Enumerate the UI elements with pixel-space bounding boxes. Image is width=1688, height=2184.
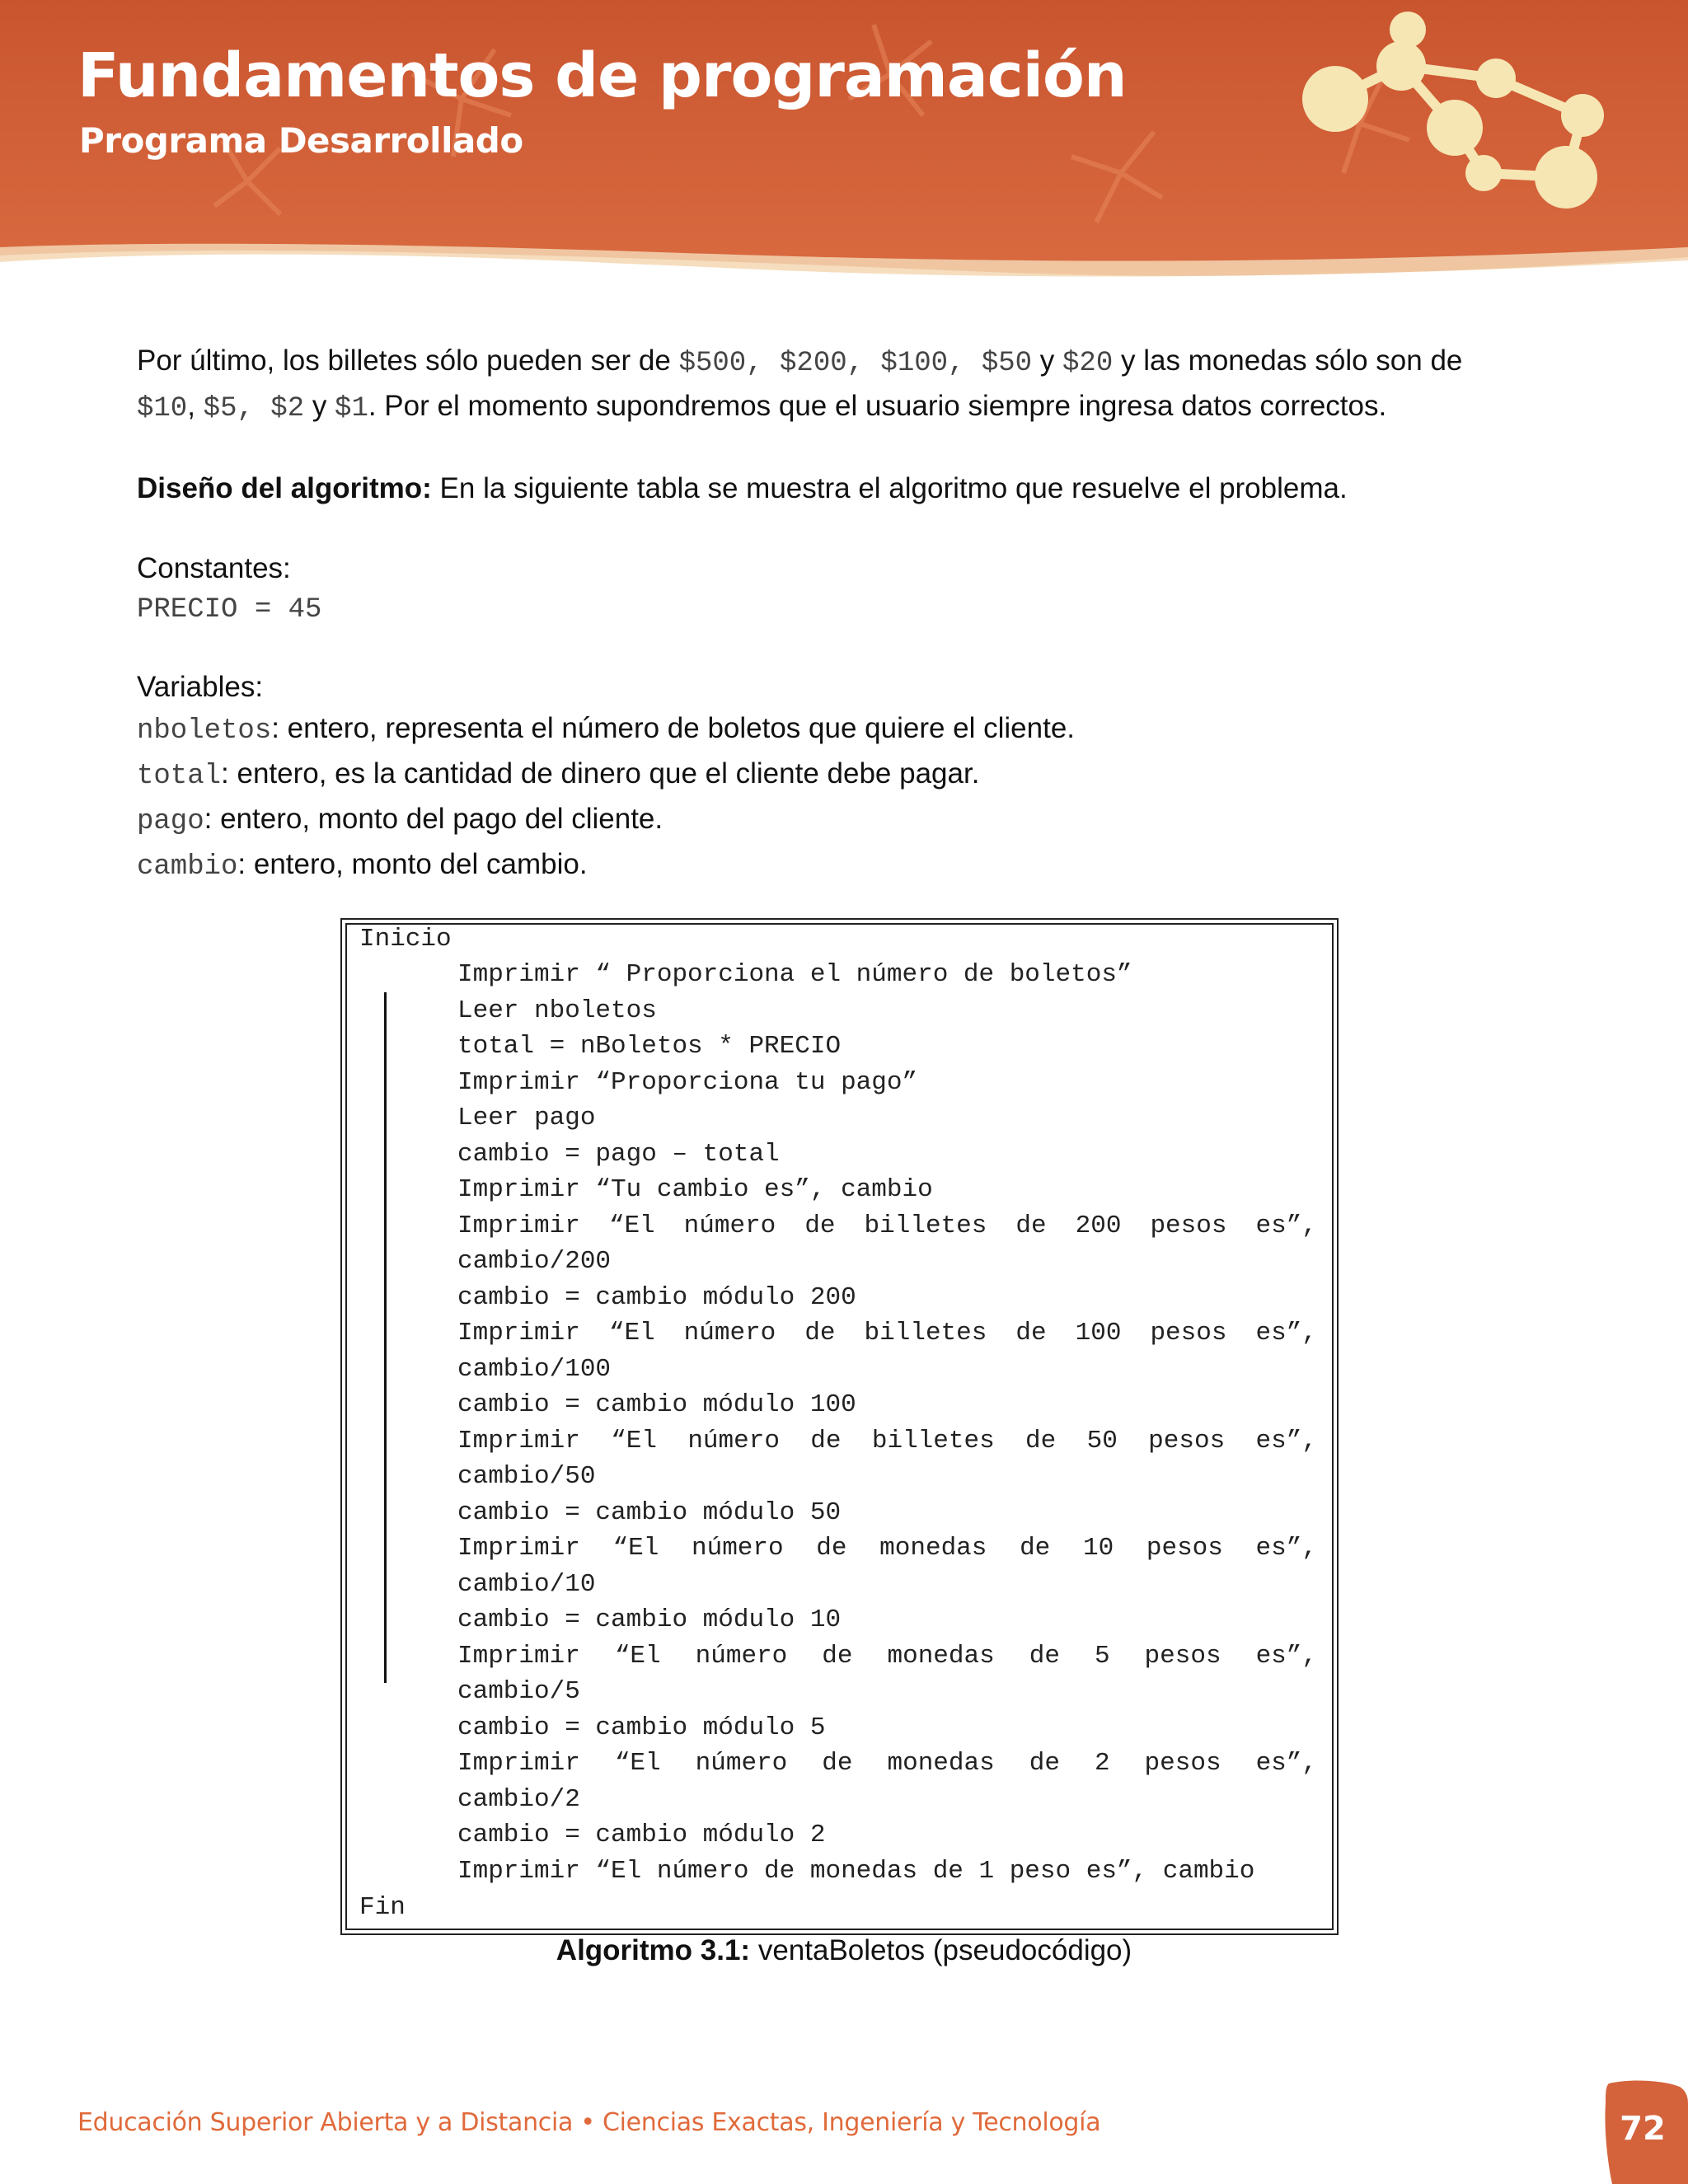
code-line: Leer nboletos — [457, 996, 657, 1025]
bold-label: Diseño del algoritmo: — [137, 472, 432, 504]
code-line — [457, 1640, 1317, 1673]
code-word: 100 — [1075, 1319, 1122, 1347]
code-word: de — [822, 1749, 853, 1778]
code-line: Leer pago — [457, 1104, 596, 1132]
text-run: En la siguiente tabla se muestra el algoritmo que resuelve el problema. — [431, 472, 1348, 504]
code-word: “El — [612, 1534, 659, 1563]
code-word: pesos — [1150, 1319, 1227, 1347]
code-word: de — [822, 1642, 853, 1671]
code-word: 50 — [1086, 1427, 1118, 1455]
code-line: Imprimir “Proporciona tu pago” — [457, 1068, 918, 1097]
variable-name: cambio — [137, 851, 238, 883]
code-run: $10 — [137, 393, 188, 424]
code-line: cambio/100 — [457, 1355, 612, 1384]
code-line: total = nBoletos * PRECIO — [457, 1032, 842, 1061]
code-word: número — [687, 1427, 780, 1455]
code-line: cambio = cambio módulo 100 — [457, 1390, 856, 1419]
code-line: cambio = cambio módulo 2 — [457, 1821, 826, 1849]
code-line — [457, 1210, 1317, 1243]
code-line: cambio/2 — [457, 1785, 580, 1814]
document-title: Fundamentos de programación — [77, 40, 1127, 111]
code-line: Imprimir “ Proporciona el número de boletos” — [457, 960, 1132, 989]
code-line — [457, 1747, 1317, 1780]
code-word: pesos — [1144, 1749, 1221, 1778]
code-word: 5 — [1094, 1642, 1110, 1671]
code-run: $5, $2 — [203, 393, 305, 424]
code-word: de — [1015, 1319, 1047, 1347]
code-line: cambio/5 — [457, 1677, 580, 1706]
code-word: es”, — [1255, 1534, 1317, 1563]
code-word: número — [683, 1319, 776, 1347]
variable-name: nboletos — [137, 715, 272, 747]
code-word: número — [695, 1642, 788, 1671]
code-word: Imprimir — [457, 1212, 580, 1240]
code-word: de — [1015, 1212, 1047, 1240]
variables-label: Variables: — [137, 671, 264, 703]
code-word: monedas — [887, 1642, 995, 1671]
paragraph-billetes — [137, 340, 1554, 430]
code-line: cambio/200 — [457, 1247, 612, 1276]
code-word: Imprimir — [457, 1642, 580, 1671]
code-line: cambio/10 — [457, 1570, 596, 1599]
code-word: Imprimir — [457, 1534, 580, 1563]
variable-desc: : entero, representa el número de boletos que quiere el cliente. — [271, 712, 1076, 744]
code-start: Inicio — [359, 925, 452, 954]
variable-desc: : entero, monto del pago del cliente. — [204, 803, 663, 835]
document-subtitle: Programa Desarrollado — [79, 120, 523, 161]
code-run: $1 — [335, 393, 368, 424]
code-run: $500, $200, $100, $50 — [678, 348, 1033, 379]
variable-item — [137, 798, 1075, 843]
code-line — [457, 1425, 1317, 1458]
code-word: pesos — [1146, 1534, 1223, 1563]
code-word: 2 — [1094, 1749, 1110, 1778]
code-word: es”, — [1255, 1749, 1317, 1778]
code-word: de — [816, 1534, 847, 1563]
text-run: , — [187, 390, 204, 422]
code-word: número — [683, 1212, 776, 1240]
code-word: 10 — [1082, 1534, 1114, 1563]
variable-item — [137, 843, 1075, 888]
code-word: de — [1029, 1642, 1060, 1671]
variable-name: pago — [137, 806, 204, 837]
code-word: “El — [614, 1642, 661, 1671]
code-word: Imprimir — [457, 1749, 580, 1778]
code-word: billetes — [864, 1212, 987, 1240]
code-word: es”, — [1255, 1212, 1317, 1240]
code-word: de — [810, 1427, 842, 1455]
code-line — [457, 1317, 1317, 1350]
caption-label: Algoritmo 3.1: — [556, 1934, 751, 1966]
variable-name: total — [137, 761, 222, 792]
text-run: . Por el momento supondremos que el usuario siempre ingresa datos correctos. — [368, 390, 1387, 422]
code-line: cambio = cambio módulo 5 — [457, 1713, 826, 1742]
code-word: de — [804, 1319, 836, 1347]
code-word: “El — [611, 1427, 657, 1455]
footer-text: Educación Superior Abierta y a Distancia • Ciencias Exactas, Ingeniería y Tecnología — [77, 2108, 1101, 2137]
code-end: Fin — [359, 1893, 406, 1922]
paragraph-diseno — [137, 467, 1348, 510]
constant-precio: PRECIO = 45 — [137, 594, 322, 626]
block-bracket-line — [384, 992, 387, 1683]
code-word: pesos — [1148, 1427, 1226, 1455]
variables-list — [137, 707, 1075, 888]
code-word: es”, — [1255, 1642, 1317, 1671]
code-line: cambio = cambio módulo 10 — [457, 1605, 842, 1634]
code-line: Imprimir “El número de monedas de 1 peso es”, cambio — [457, 1857, 1255, 1886]
code-run: $20 — [1062, 348, 1114, 379]
code-word: monedas — [879, 1534, 987, 1563]
code-line: cambio/50 — [457, 1462, 596, 1491]
header-banner — [0, 0, 1688, 297]
code-line: cambio = cambio módulo 50 — [457, 1498, 842, 1527]
code-line — [457, 1532, 1317, 1565]
variable-desc: : entero, monto del cambio. — [237, 848, 588, 880]
code-word: Imprimir — [457, 1427, 580, 1455]
variable-item — [137, 707, 1075, 752]
code-word: número — [691, 1534, 784, 1563]
text-run: y las monedas sólo son de — [1113, 344, 1463, 377]
code-word: “El — [608, 1212, 655, 1240]
code-word: monedas — [887, 1749, 995, 1778]
code-word: billetes — [864, 1319, 987, 1347]
code-line: cambio = pago – total — [457, 1140, 780, 1169]
variable-desc: : entero, es la cantidad de dinero que el cliente debe pagar. — [221, 757, 980, 790]
caption-text: ventaBoletos (pseudocódigo) — [750, 1934, 1132, 1966]
code-word: 200 — [1075, 1212, 1122, 1240]
code-word: número — [695, 1749, 788, 1778]
code-word: es”, — [1255, 1319, 1317, 1347]
code-word: de — [804, 1212, 836, 1240]
page-number: 72 — [1620, 2110, 1666, 2148]
variable-item — [137, 752, 1075, 798]
code-word: billetes — [871, 1427, 995, 1455]
code-line: Imprimir “Tu cambio es”, cambio — [457, 1175, 933, 1204]
code-word: de — [1025, 1427, 1057, 1455]
text-run: y — [304, 390, 335, 422]
algorithm-caption — [0, 1930, 1688, 1971]
code-word: de — [1029, 1749, 1060, 1778]
code-word: Imprimir — [457, 1319, 580, 1347]
code-word: “El — [614, 1749, 661, 1778]
code-line: cambio = cambio módulo 200 — [457, 1283, 856, 1312]
code-word: es”, — [1255, 1427, 1317, 1455]
text-run: Por último, los billetes sólo pueden ser de — [137, 344, 679, 377]
code-word: pesos — [1150, 1212, 1227, 1240]
text-run: y — [1032, 344, 1063, 377]
code-word: “El — [608, 1319, 655, 1347]
code-word: pesos — [1144, 1642, 1221, 1671]
constants-label: Constantes: — [137, 552, 291, 584]
code-word: de — [1020, 1534, 1051, 1563]
